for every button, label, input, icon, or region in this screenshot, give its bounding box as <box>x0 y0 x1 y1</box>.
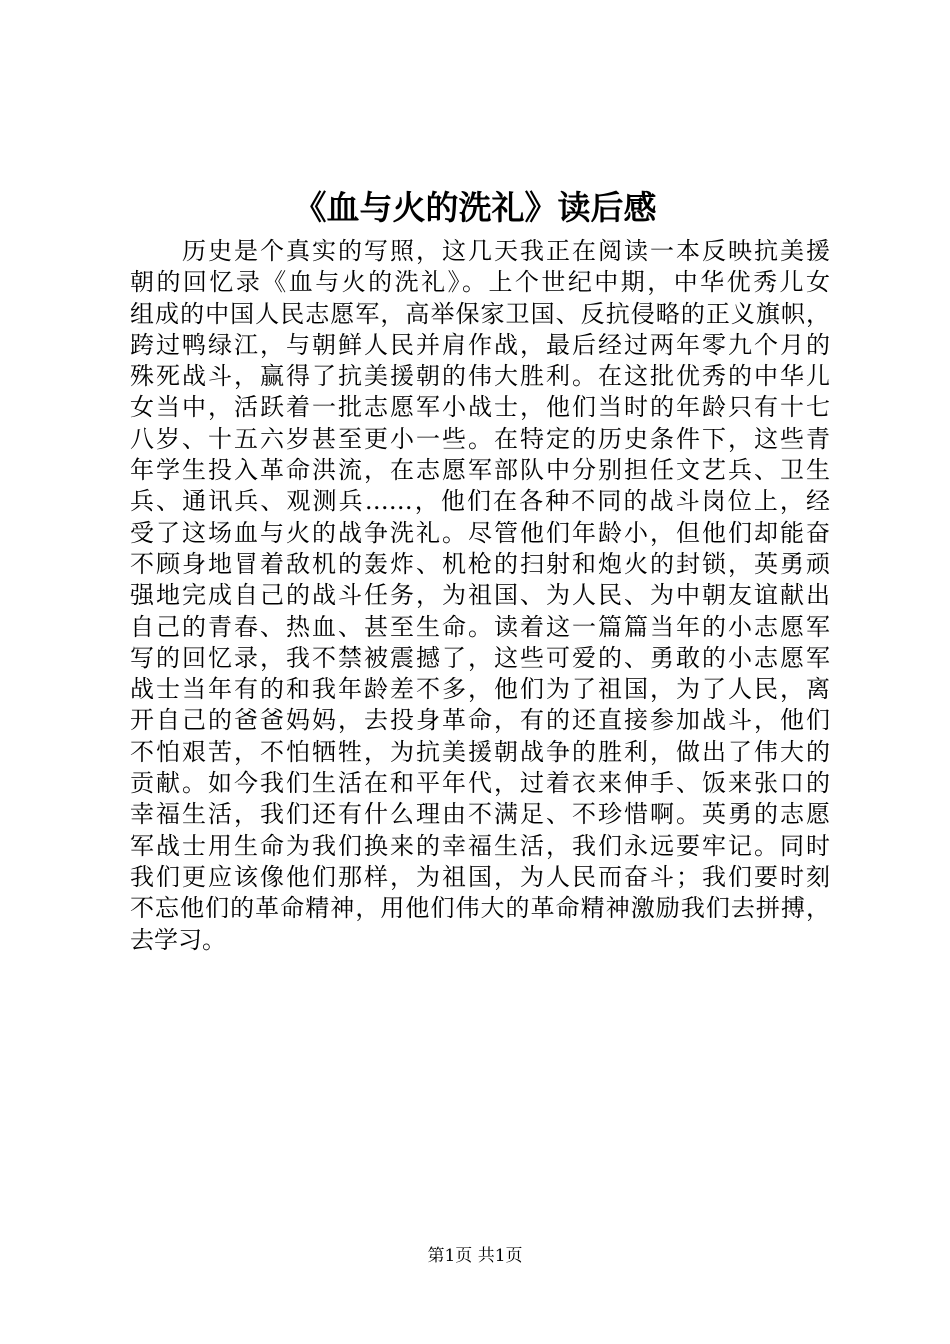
paragraph-line: 写的回忆录，我不禁被震撼了，这些可爱的、勇敢的小志愿军 <box>130 643 830 672</box>
paragraph-line: 跨过鸭绿江，与朝鲜人民并肩作战，最后经过两年零九个月的 <box>130 330 830 359</box>
paragraph-line: 去学习。 <box>130 925 226 954</box>
paragraph-line: 历史是个真实的写照，这几天我正在阅读一本反映抗美援 <box>130 237 830 265</box>
paragraph-line: 我们更应该像他们那样，为祖国，为人民而奋斗；我们要时刻 <box>130 862 830 891</box>
paragraph-line: 不顾身地冒着敌机的轰炸、机枪的扫射和炮火的封锁，英勇顽 <box>130 549 830 578</box>
paragraph-line: 贡献。如今我们生活在和平年代，过着衣来伸手、饭来张口的 <box>130 769 830 798</box>
paragraph-line: 八岁、十五六岁甚至更小一些。在特定的历史条件下，这些青 <box>130 424 830 453</box>
paragraph-line: 不忘他们的革命精神，用他们伟大的革命精神激励我们去拼搏， <box>130 894 830 923</box>
paragraph-line: 强地完成自己的战斗任务，为祖国、为人民、为中朝友谊献出 <box>130 581 830 610</box>
paragraph-line: 朝的回忆录《血与火的洗礼》。上个世纪中期，中华优秀儿女 <box>130 268 830 297</box>
paragraph-line: 年学生投入革命洪流，在志愿军部队中分别担任文艺兵、卫生 <box>130 456 830 485</box>
paragraph-line: 自己的青春、热血、甚至生命。读着这一篇篇当年的小志愿军 <box>130 612 830 641</box>
document-title: 《血与火的洗礼》读后感 <box>293 188 657 227</box>
document-body <box>130 236 830 956</box>
paragraph-line: 组成的中国人民志愿军，高举保家卫国、反抗侵略的正义旗帜， <box>130 299 830 328</box>
page-number-footer: 第1页 共1页 <box>427 1246 523 1266</box>
paragraph-line: 殊死战斗，赢得了抗美援朝的伟大胜利。在这批优秀的中华儿 <box>130 362 830 391</box>
paragraph-line: 受了这场血与火的战争洗礼。尽管他们年龄小，但他们却能奋 <box>130 518 830 547</box>
paragraph-line: 幸福生活，我们还有什么理由不满足、不珍惜啊。英勇的志愿 <box>130 800 830 829</box>
paragraph-line: 开自己的爸爸妈妈，去投身革命，有的还直接参加战斗，他们 <box>130 706 830 735</box>
paragraph-line: 女当中，活跃着一批志愿军小战士，他们当时的年龄只有十七 <box>130 393 830 422</box>
paragraph-line: 战士当年有的和我年龄差不多，他们为了祖国，为了人民，离 <box>130 675 830 704</box>
paragraph-line: 不怕艰苦，不怕牺牲，为抗美援朝战争的胜利，做出了伟大的 <box>130 737 830 766</box>
paragraph-line: 军战士用生命为我们换来的幸福生活，我们永远要牢记。同时 <box>130 831 830 860</box>
paragraph-line: 兵、通讯兵、观测兵……，他们在各种不同的战斗岗位上，经 <box>130 487 830 516</box>
